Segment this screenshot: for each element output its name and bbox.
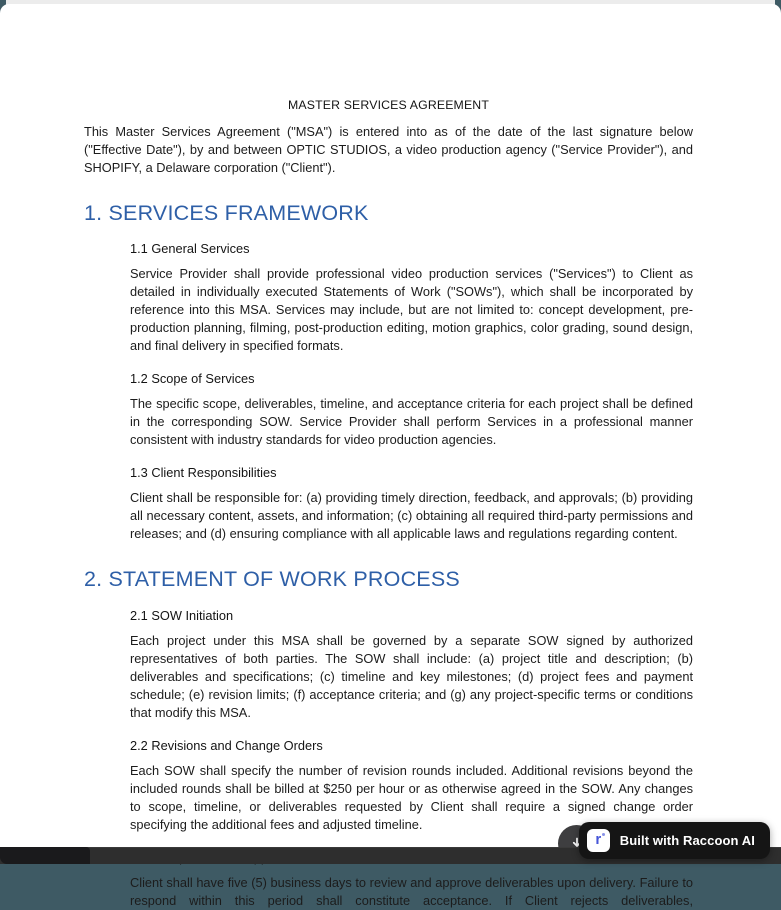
raccoon-logo-dot [602, 833, 605, 836]
document-title: MASTER SERVICES AGREEMENT [288, 98, 489, 112]
subsection-body: Each project under this MSA shall be governed by a separate SOW signed by authorized representatives of both parties. The SOW shall include: (a) project title and description; (b) deliverables and specifications; (c) timeline and key milestones; (d) project fees and payment schedule; (e) revision limits; (f) acceptance criteria; and (g) any project-specific terms or conditions that modify this MSA. [130, 633, 693, 720]
subsection-2-2 [130, 738, 693, 834]
subsection-body: Client shall have five (5) business days to review and approve deliverables upon delivery. Failure to respond within this period shall constitute acceptance. If Client rejects deliverables, [130, 875, 693, 908]
raccoon-logo-letter: r [595, 831, 602, 848]
bottom-bar-left-segment [0, 847, 90, 864]
subsection-1-3 [130, 465, 693, 543]
raccoon-logo-icon [587, 829, 610, 852]
intro-paragraph: This Master Services Agreement ("MSA") is entered into as of the date of the last signature below ("Effective Date"), by and between OPTIC STUDIOS, a video production agency ("Service Provider"), and SHOPIFY, a Delaware corporation ("Client"). [84, 124, 693, 175]
subsection-body: Client shall be responsible for: (a) providing timely direction, feedback, and approvals; (b) providing all necessary content, assets, and information; (c) obtaining all required third-party permissions and releases; and (d) ensuring compliance with all applicable laws and regulations regarding content. [130, 490, 693, 541]
subsection-heading: 1.3 Client Responsibilities [130, 465, 277, 480]
subsection-body: Service Provider shall provide professional video production services ("Services") to Client as detailed in individually executed Statements of Work ("SOWs"), which shall be incorporated by reference into this MSA. Services may include, but are not limited to: concept development, pre-production planning, filming, post-production editing, motion graphics, color grading, sound design, and final delivery in specified formats. [130, 266, 693, 353]
section-heading-1: 1. SERVICES FRAMEWORK [84, 201, 369, 225]
badge-label: Built with Raccoon AI [619, 833, 755, 848]
subsection-body: The specific scope, deliverables, timeline, and acceptance criteria for each project shall be defined in the corresponding SOW. Service Provider shall perform Services in a professional manner consistent with industry standards for video production agencies. [130, 396, 693, 447]
subsection-heading: 2.1 SOW Initiation [130, 608, 234, 623]
subsection-1-1 [130, 241, 693, 355]
subsection-1-2 [130, 371, 693, 449]
subsection-heading: 2.2 Revisions and Change Orders [130, 738, 323, 753]
document-page [0, 4, 781, 908]
subsection-2-1 [130, 608, 693, 722]
section-heading-2: 2. STATEMENT OF WORK PROCESS [84, 567, 460, 591]
subsection-heading: 1.1 General Services [130, 241, 250, 256]
raccoon-badge[interactable] [579, 822, 770, 859]
subsection-heading: 1.2 Scope of Services [130, 371, 255, 386]
subsection-body: Each SOW shall specify the number of revision rounds included. Additional revisions beyond the included rounds shall be billed at $250 per hour or as otherwise agreed in the SOW. Any changes to scope, timeline, or deliverables requested by Client shall require a signed change order specifying the additional fees and adjusted timeline. [130, 763, 693, 832]
